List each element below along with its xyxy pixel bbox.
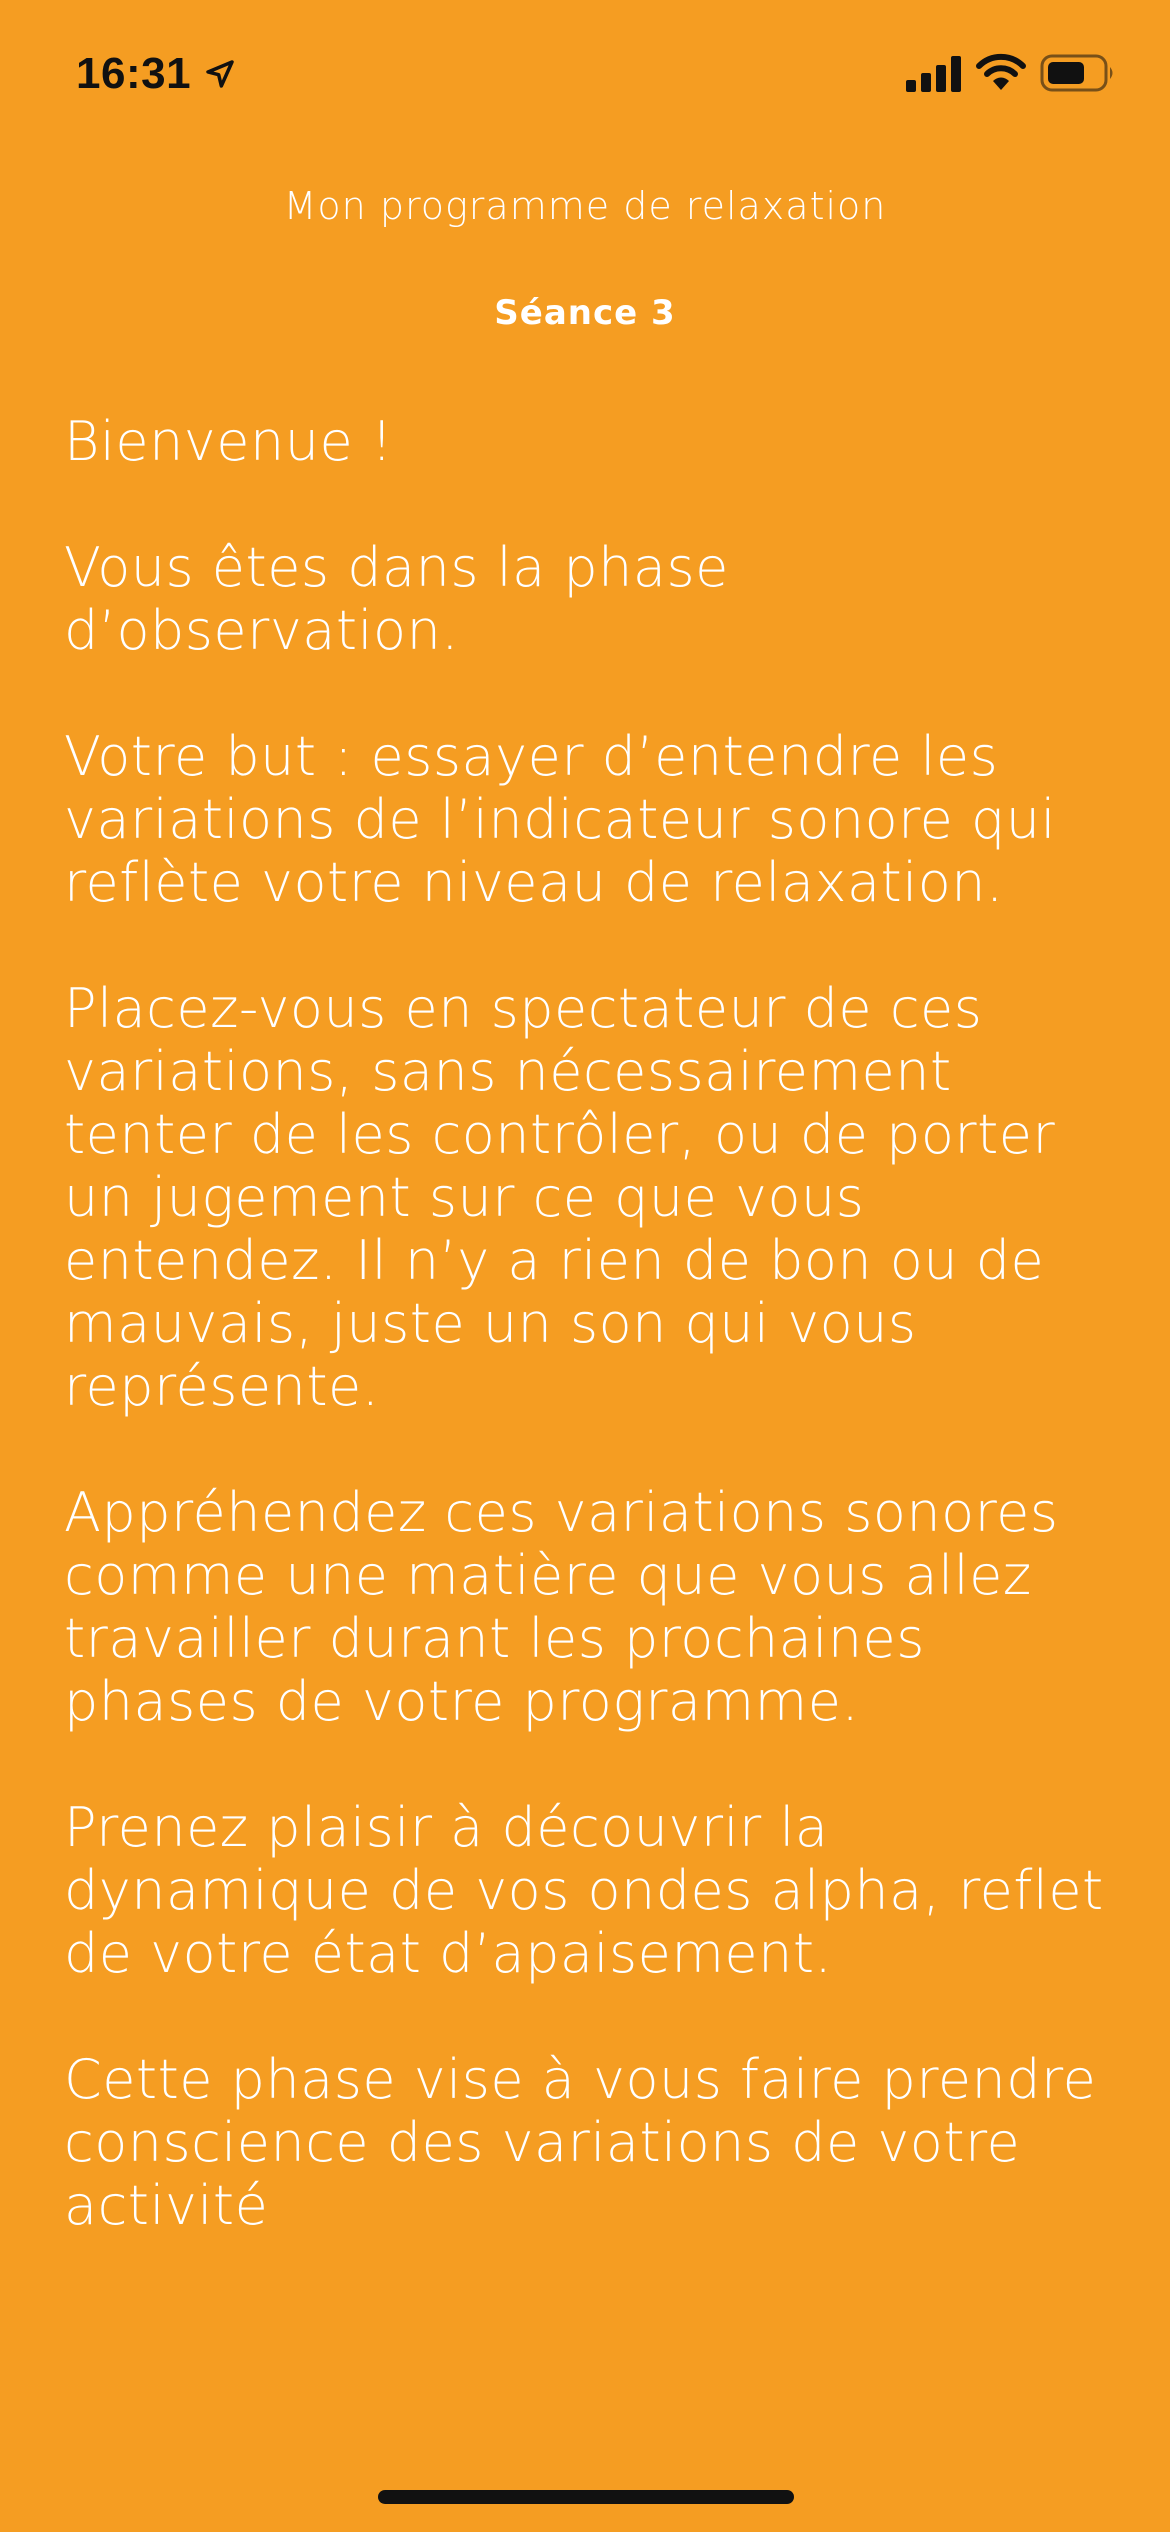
paragraph-awareness: Cette phase vise à vous faire prendre conscience des variations de votre activité (64, 2048, 1097, 2237)
paragraph-phase: Vous êtes dans la phase d’observation. (64, 536, 729, 662)
paragraph-pleasure: Prenez plaisir à découvrir la dynamique de vos ondes alpha, reflet de votre état d’apaisement. (64, 1796, 1104, 1985)
paragraph-spectator: Placez-vous en spectateur de ces variations, sans nécessairement tenter de les contrôler, ou de porter un jugement sur ce que vous entendez. Il n’y a rien de bon ou de mauvais, juste un son qui vous représente. (64, 977, 1056, 1418)
session-label: Séance 3 (494, 293, 676, 333)
home-indicator[interactable] (378, 2490, 794, 2504)
battery-icon (1040, 54, 1116, 92)
wifi-icon (976, 52, 1026, 92)
instructions-text (64, 410, 1124, 2300)
paragraph-apprehend: Appréhendez ces variations sonores comme une matière que vous allez travailler durant les prochaines phases de votre programme. (64, 1481, 1059, 1733)
paragraph-goal: Votre but : essayer d’entendre les variations de l’indicateur sonore qui reflète votre niveau de relaxation. (64, 725, 1057, 914)
cellular-signal-icon (906, 56, 962, 92)
location-arrow-icon (204, 58, 236, 90)
status-time: 16:31 (76, 49, 192, 98)
status-bar (0, 0, 1170, 150)
page-title: Mon programme de relaxation (283, 184, 887, 228)
paragraph-welcome: Bienvenue ! (64, 410, 393, 473)
